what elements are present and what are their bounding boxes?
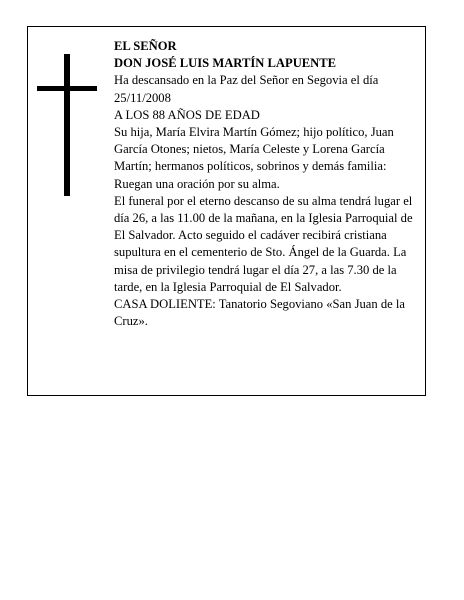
mourning-house: CASA DOLIENTE: Tanatorio Segoviano «San Juan de la Cruz».: [114, 297, 405, 329]
age-at-death: A LOS 88 AÑOS DE EDAD: [114, 107, 260, 122]
family-members: Su hija, María Elvira Martín Gómez; hijo político, Juan García Otones; nietos, María Celeste y Lorena García Martín; hermanos políticos, sobrinos y demás familia:: [114, 125, 394, 174]
cross-horizontal-bar: [37, 86, 97, 91]
honorific: EL SEÑOR: [114, 39, 177, 53]
obituary-text: [114, 38, 422, 330]
funeral-details: El funeral por el eterno descanso de su alma tendrá lugar el día 26, a las 11.00 de la mañana, en la Iglesia Parroquial de El Salvador. Acto seguido el cadáver recibirá cristiana supultura en el cementerio de Sto. Ángel de la Guarda. La misa de privilegio tendrá lugar el día 27, a las 7.30 de la tarde, en la Iglesia Parroquial de El Salvador.: [114, 193, 413, 294]
deceased-name: DON JOSÉ LUIS MARTÍN LAPUENTE: [114, 56, 337, 71]
prayer-request: Ruegan una oración por su alma.: [114, 176, 280, 191]
death-statement: Ha descansado en la Paz del Señor en Segovia el día 25/11/2008: [114, 73, 379, 105]
cross-vertical-bar: [64, 54, 70, 196]
